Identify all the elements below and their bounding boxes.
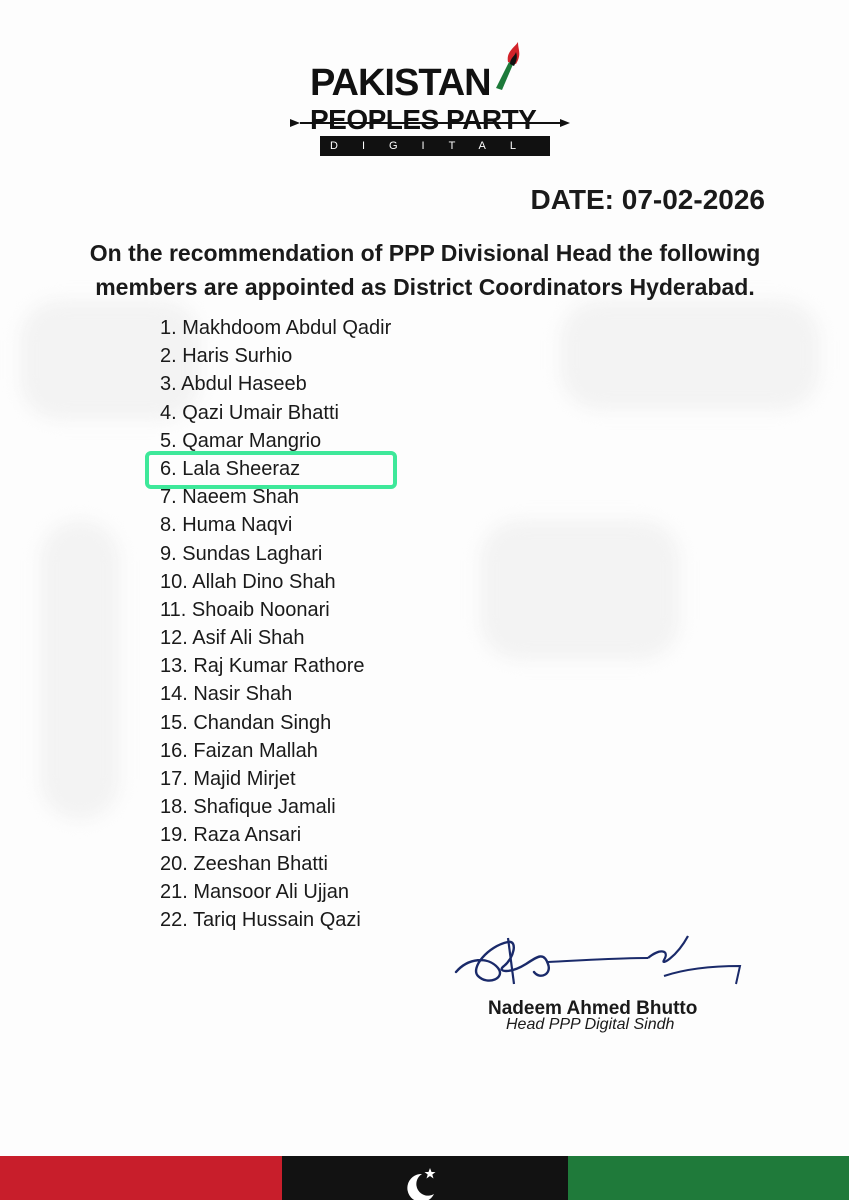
highlight-box: [145, 451, 397, 489]
list-item: 13. Raj Kumar Rathore: [160, 655, 365, 678]
members-list: [160, 314, 391, 934]
list-item: 21. Mansoor Ali Ujjan: [160, 880, 349, 903]
red-stripe: [0, 1156, 282, 1200]
list-item: 11. Shoaib Noonari: [160, 598, 330, 621]
signature-mark: [448, 928, 748, 998]
list-item: 7. Naeem Shah: [160, 486, 299, 509]
list-item: 18. Shafique Jamali: [160, 796, 336, 819]
list-item: 6. Lala Sheeraz: [160, 457, 301, 480]
torch-icon: [488, 40, 528, 100]
list-item: 9. Sundas Laghari: [160, 542, 323, 565]
list-item: 22. Tariq Hussain Qazi: [160, 908, 361, 931]
list-item: 4. Qazi Umair Bhatti: [160, 401, 339, 424]
black-stripe: [282, 1156, 568, 1200]
signatory-name: Nadeem Ahmed Bhutto: [488, 998, 698, 1019]
list-item: 5. Qamar Mangrio: [160, 429, 322, 452]
list-item: 15. Chandan Singh: [160, 711, 332, 734]
list-item: 3. Abdul Haseeb: [160, 373, 307, 396]
logo-line2: PEOPLES PARTY: [310, 104, 537, 135]
watermark-blob: [480, 520, 680, 660]
list-item: 10. Allah Dino Shah: [160, 570, 336, 593]
list-item: 8. Huma Naqvi: [160, 514, 293, 537]
list-item: 2. Haris Surhio: [160, 345, 293, 368]
intro-paragraph: On the recommendation of PPP Divisional Head the following members are appointed as District Coordinators Hyderabad.: [89, 240, 761, 300]
signatory-title: Head PPP Digital Sindh: [506, 1016, 675, 1033]
logo-line1: PAKISTAN: [310, 62, 491, 104]
list-item: 20. Zeeshan Bhatti: [160, 852, 328, 875]
list-item: 1. Makhdoom Abdul Qadir: [160, 317, 392, 339]
crescent-star-icon: [400, 1164, 440, 1204]
list-item: 19. Raza Ansari: [160, 824, 302, 847]
list-item: 16. Faizan Mallah: [160, 739, 318, 762]
green-stripe: [568, 1156, 849, 1200]
watermark-blob: [560, 300, 820, 410]
list-item: 12. Asif Ali Shah: [160, 627, 305, 650]
flag-stripe-footer: [0, 1156, 849, 1200]
document-date: DATE: 07-02-2026: [530, 184, 765, 215]
logo-line3: DIGITAL: [320, 136, 550, 156]
ppp-digital-logo: [290, 40, 580, 160]
watermark-blob: [40, 520, 120, 820]
list-item: 17. Majid Mirjet: [160, 768, 296, 790]
list-item: 14. Nasir Shah: [160, 683, 293, 706]
